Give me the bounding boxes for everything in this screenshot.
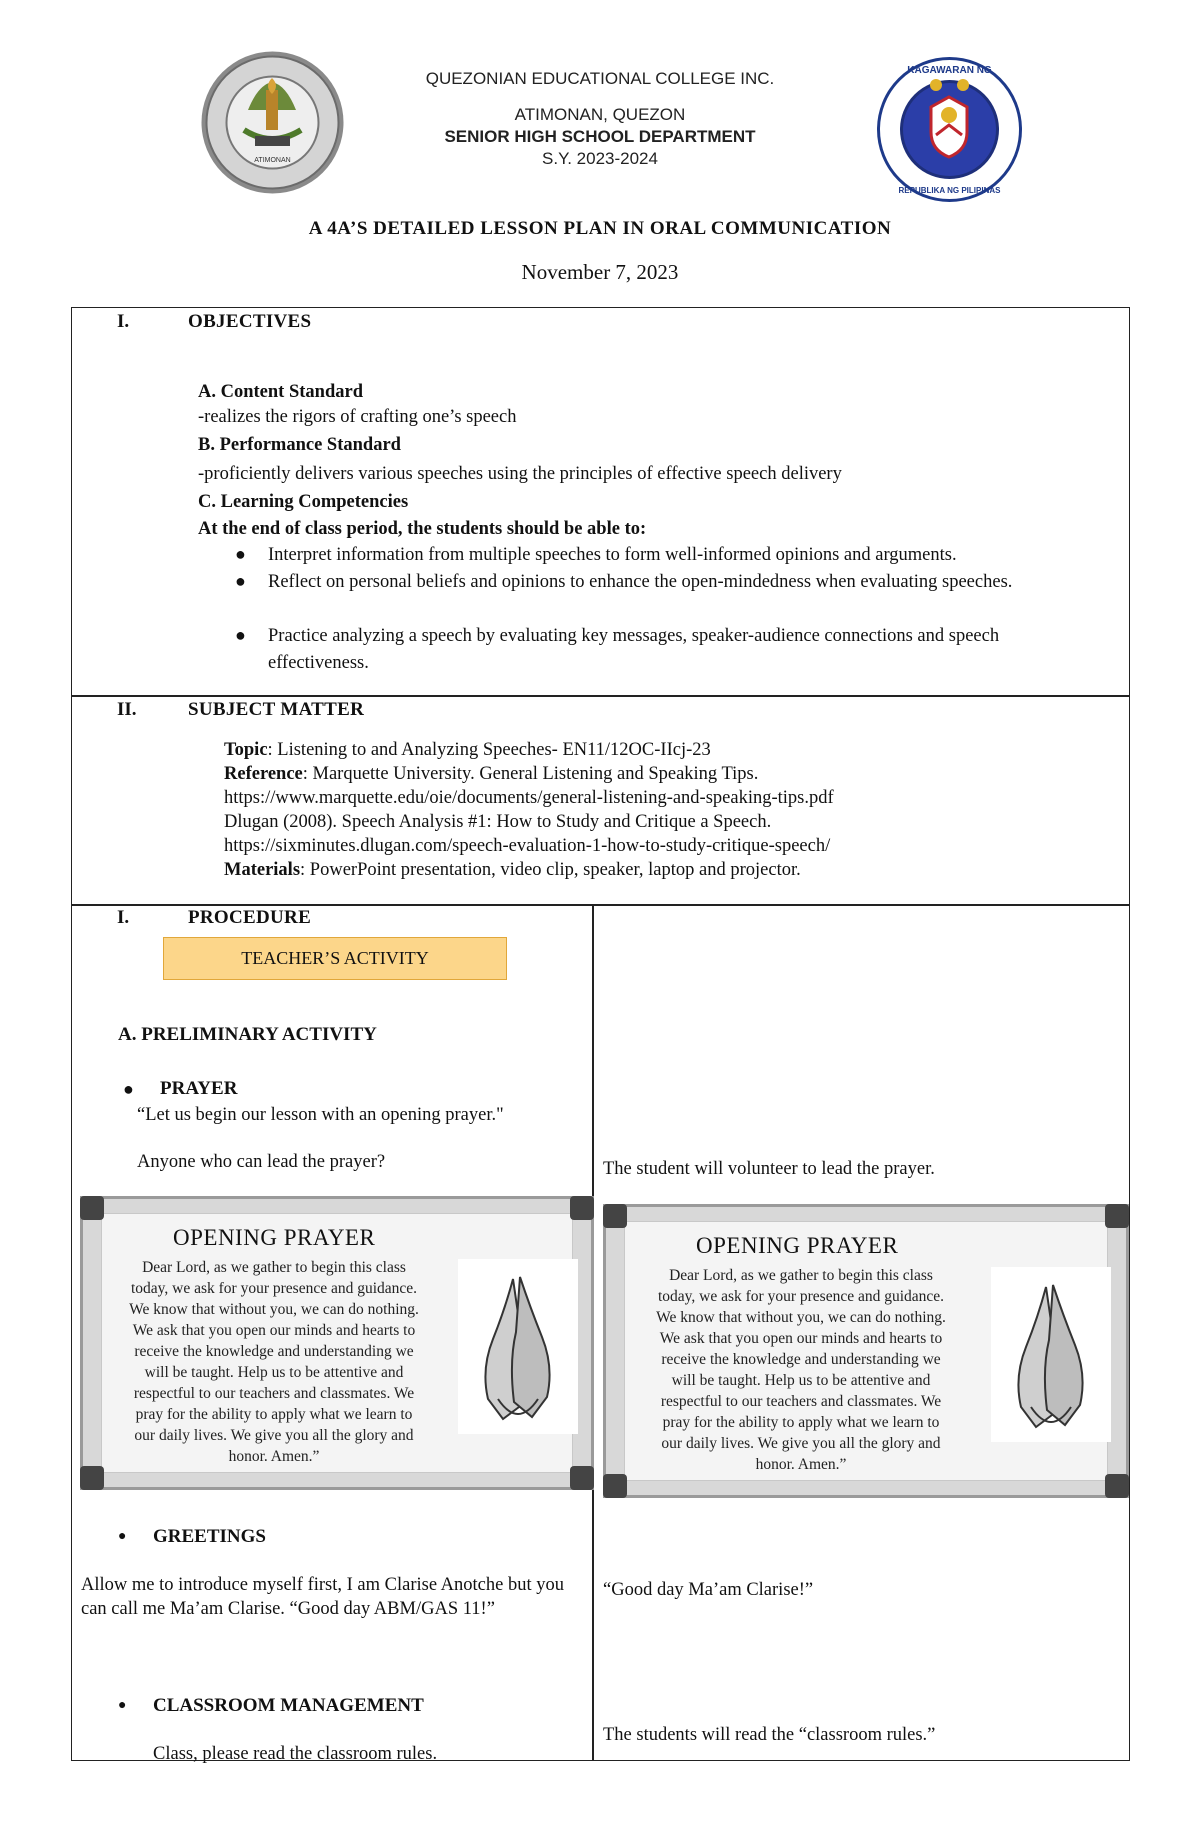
subject-matter-title: SUBJECT MATTER [188,699,365,720]
objectives-num: I. [117,311,130,332]
materials-text: : PowerPoint presentation, video clip, speaker, laptop and projector. [300,860,801,880]
svg-text:KAGAWARAN NG: KAGAWARAN NG [907,65,992,76]
topic-line [224,738,711,762]
prayer-card-line: We know that without you, we can do nothing. [656,1309,946,1326]
topic-label: Topic [224,740,268,760]
school-year: S.Y. 2023-2024 [542,149,658,168]
prayer-card-body [636,1265,966,1475]
management-text: Class, please read the classroom rules. [153,1744,438,1764]
greetings-heading: GREETINGS [153,1526,266,1547]
prayer-card-line: will be taught. Help us to be attentive and [144,1364,404,1381]
prayer-card-line: receive the knowledge and understanding we [134,1343,414,1360]
reference-url-2: https://sixminutes.dlugan.com/speech-evaluation-1-how-to-study-critique-speech/ [224,836,831,856]
prayer-card-line: today, we ask for your presence and guidance. [657,1288,945,1305]
prayer-card-line: We ask that you open our minds and hearts to [132,1322,416,1339]
greetings-bullet: ● [118,1529,127,1544]
competency-item: Interpret information from multiple speeches to form well-informed opinions and arguments. [268,545,957,565]
performance-standard-text: -proficiently delivers various speeches using the principles of effective speech delivery [198,464,842,484]
performance-standard-label: B. Performance Standard [198,435,401,455]
reference-2: Dlugan (2008). Speech Analysis #1: How to Study and Critique a Speech. [224,812,772,832]
reference-url-1: https://www.marquette.edu/oie/documents/general-listening-and-speaking-tips.pdf [224,788,834,808]
management-bullet: ● [118,1698,127,1713]
materials-line [224,858,801,882]
preliminary-activity-heading: A. PRELIMINARY ACTIVITY [118,1024,377,1045]
competency-item: Reflect on personal beliefs and opinions to enhance the open-mindedness when evaluating speeches. [268,572,1013,592]
prayer-card-line: will be taught. Help us to be attentive and [671,1372,931,1389]
school-location: ATIMONAN, QUEZON [514,105,686,124]
teacher-activity-tag: TEACHER’S ACTIVITY [163,937,507,980]
student-greeting-response: “Good day Ma’am Clarise!” [603,1580,814,1600]
prayer-line-1: “Let us begin our lesson with an opening prayer." [137,1105,504,1125]
competency-bullet: ● [235,571,246,591]
svg-text:REPUBLIKA NG PILIPINAS: REPUBLIKA NG PILIPINAS [898,186,1001,195]
prayer-card-line: honor. Amen.” [755,1456,847,1473]
prayer-card-line: our daily lives. We give you all the glory and [661,1435,941,1452]
prayer-card-line: We know that without you, we can do nothing. [129,1301,419,1318]
greetings-text: Allow me to introduce myself first, I am Clarise Anotche but you can call me Ma’am Clarise. “Good day ABM/GAS 11!” [81,1575,564,1619]
prayer-card-line: respectful to our teachers and classmates. We [660,1393,942,1410]
prayer-card-line: our daily lives. We give you all the glory and [134,1427,414,1444]
prayer-card-line: honor. Amen.” [228,1448,320,1465]
prayer-card-line: today, we ask for your presence and guidance. [130,1280,418,1297]
reference-text: : Marquette University. General Listening and Speaking Tips. [302,764,759,784]
opening-prayer-card [80,1196,594,1490]
student-prayer-response: The student will volunteer to lead the prayer. [603,1159,935,1179]
praying-hands-icon [458,1259,578,1434]
competency-item: Practice analyzing a speech by evaluating key messages, speaker-audience connections and speech effectiveness. [268,626,1000,673]
prayer-card-line: pray for the ability to apply what we learn to [135,1406,413,1423]
competency-bullet: ● [235,544,246,564]
prayer-card-title: OPENING PRAYER [173,1225,376,1250]
prayer-line-2: Anyone who can lead the prayer? [137,1152,386,1172]
objectives-title: OBJECTIVES [188,311,312,332]
prayer-bullet: ● [123,1079,134,1099]
school-name: QUEZONIAN EDUCATIONAL COLLEGE INC. [425,69,775,88]
document-title: A 4A’S DETAILED LESSON PLAN IN ORAL COMMUNICATION [308,218,892,239]
department-name: SENIOR HIGH SCHOOL DEPARTMENT [444,127,756,146]
content-standard-label: A. Content Standard [198,382,363,402]
opening-prayer-card [603,1204,1129,1498]
praying-hands-icon [991,1267,1111,1442]
competencies-intro: At the end of class period, the students should be able to: [198,519,647,539]
student-management-response: The students will read the “classroom rules.” [603,1725,936,1745]
prayer-card-line: receive the knowledge and understanding we [661,1351,941,1368]
reference-line [224,762,758,786]
document-date: November 7, 2023 [521,260,679,284]
prayer-card-line: Dear Lord, as we gather to begin this class [669,1267,933,1284]
prayer-card-body [113,1257,435,1467]
prayer-card-title: OPENING PRAYER [696,1233,899,1258]
content-standard-text: -realizes the rigors of crafting one’s speech [198,407,517,427]
procedure-title: PROCEDURE [188,907,312,928]
materials-label: Materials [224,860,301,880]
prayer-card-line: respectful to our teachers and classmates. We [133,1385,415,1402]
topic-text: : Listening to and Analyzing Speeches- EN11/12OC-IIcj-23 [267,740,711,760]
management-heading: CLASSROOM MANAGEMENT [153,1695,424,1716]
subject-matter-num: II. [117,699,137,720]
prayer-card-line: Dear Lord, as we gather to begin this class [142,1259,406,1276]
competency-bullet: ● [235,625,246,645]
prayer-card-line: We ask that you open our minds and hearts to [659,1330,943,1347]
procedure-num: I. [117,907,130,928]
competencies-label: C. Learning Competencies [198,492,409,512]
reference-label: Reference [224,764,303,784]
prayer-heading: PRAYER [160,1078,238,1099]
prayer-card-line: pray for the ability to apply what we learn to [662,1414,940,1431]
deped-seal-logo [876,57,1023,202]
svg-text:ATIMONAN: ATIMONAN [254,157,291,164]
